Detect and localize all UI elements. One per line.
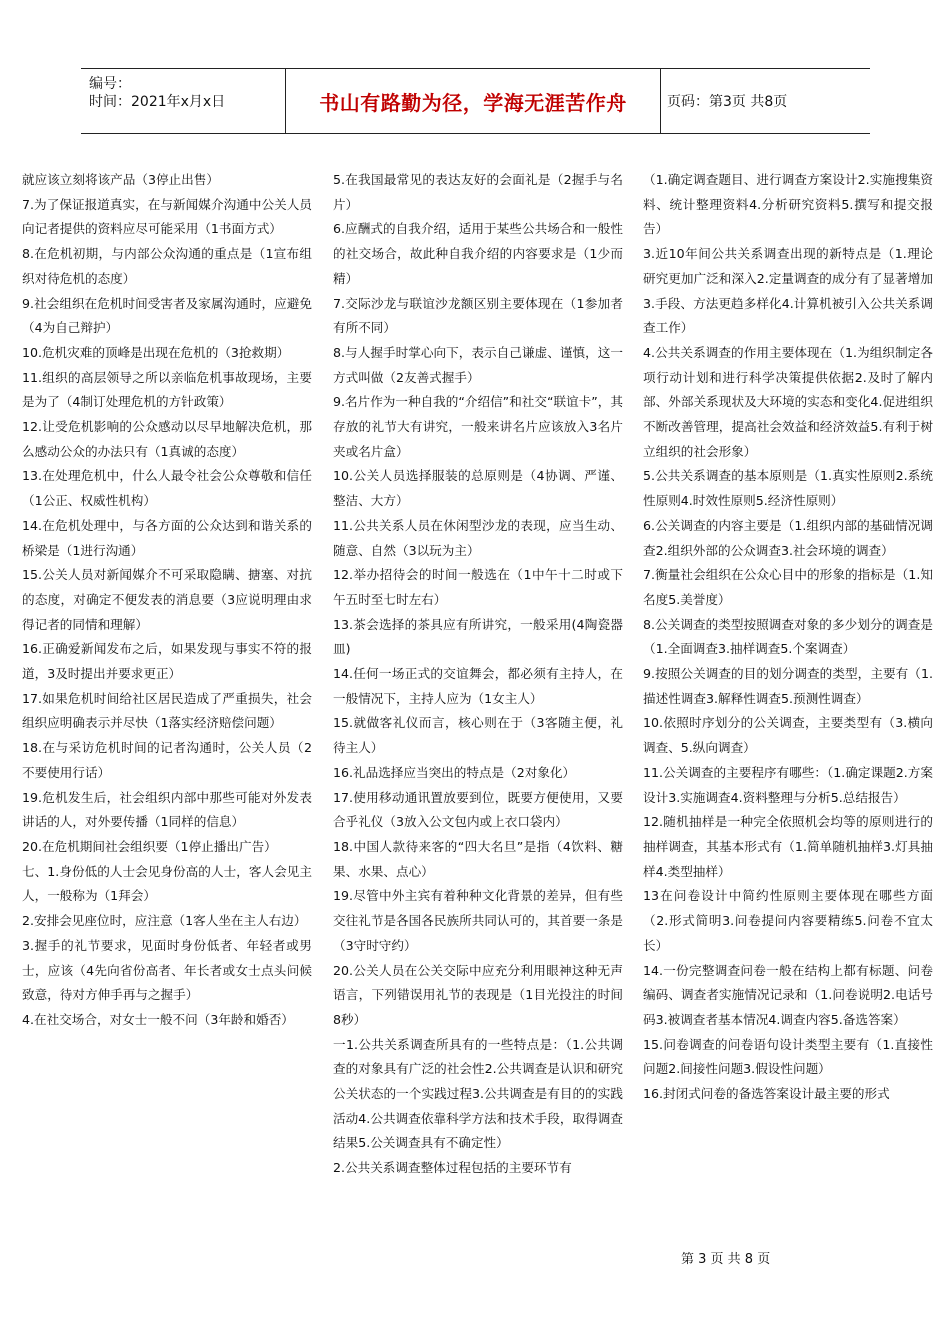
question-item: 10.危机灾难的顶峰是出现在危机的（3抢救期） bbox=[22, 344, 290, 360]
question-item: 9.按照公关调查的目的划分调查的类型，主要有（1.描述性调查3.解释性调查5.预测性调查） bbox=[643, 666, 933, 706]
question-item: 16.礼品选择应当突出的特点是（2对象化） bbox=[333, 764, 576, 780]
question-item: 18.在与采访危机时间的记者沟通时，公关人员（2不要使用行话） bbox=[22, 740, 312, 780]
question-item: 11.组织的高层领导之所以亲临危机事故现场，主要是为了（4制订处理危机的方针政策） bbox=[22, 369, 312, 410]
question-item: （1.确定调查题目、进行调查方案设计2.实施搜集资料、统计整理资料4.分析研究资料5.撰写和提交报告） bbox=[643, 172, 933, 237]
question-item: 一1.公共关系调查所具有的一些特点是：（1.公共调查的对象具有广泛的社会性2.公共调查是认识和研究公关状态的一个实践过程3.公共调查是有目的的实践活动4.公共调查依靠科学方法和技术手段，取得调查结果5.公关调查具有不确定性） bbox=[333, 1036, 623, 1151]
question-item: 13在问卷设计中简约性原则主要体现在哪些方面（2.形式简明3.问卷提问内容要精练5.问卷不宜太长） bbox=[643, 888, 933, 953]
number-label: 编号： bbox=[89, 76, 131, 92]
question-item: 9.社会组织在危机时间受害者及家属沟通时，应避免（4为自己辩护） bbox=[22, 295, 312, 336]
question-item: 8.公关调查的类型按照调查对象的多少划分的调查是（1.全面调查3.抽样调查5.个案调查） bbox=[643, 616, 933, 657]
question-item: 7.为了保证报道真实，在与新闻媒介沟通中公关人员向记者提供的资料应尽可能采用（1书面方式） bbox=[22, 196, 312, 237]
time-label: 时间：2021年x月x日 bbox=[89, 94, 226, 110]
question-item: 16.封闭式问卷的备选答案设计最主要的形式 bbox=[643, 1086, 890, 1102]
question-item: 七、1.身份低的人士会见身份高的人士，客人会见主人，一般称为（1拜会） bbox=[22, 863, 312, 904]
question-item: 16.正确爱新闻发布之后，如果发现与事实不符的报道，3及时提出并要求更正） bbox=[22, 641, 312, 682]
question-item: 13.茶会选择的茶具应有所讲究，一般采用(4陶瓷器皿) bbox=[333, 616, 623, 657]
question-item: 8.在危机初期，与内部公众沟通的重点是（1宣布组织对待危机的态度） bbox=[22, 246, 312, 286]
question-item: 17.使用移动通讯置放要到位，既要方便使用，又要合乎礼仪（3放入公文包内或上衣口袋内） bbox=[333, 789, 623, 830]
question-item: 4.在社交场合，对女士一般不问（3年龄和婚否） bbox=[22, 1011, 294, 1027]
question-item: 14.任何一场正式的交谊舞会，都必须有主持人，在一般情况下，主持人应为（1女主人） bbox=[333, 666, 623, 706]
question-item: 17.如果危机时间给社区居民造成了严重损失，社会组织应明确表示并尽快（1落实经济赔偿问题） bbox=[22, 690, 312, 731]
question-item: 6.公关调查的内容主要是（1.组织内部的基础情况调查2.组织外部的公众调查3.社会环境的调查） bbox=[643, 517, 933, 558]
question-item: 3.握手的礼节要求，见面时身份低者、年轻者或男士，应该（4先向省份高者、年长者或女士点头问候致意，待对方伸手再与之握手） bbox=[22, 937, 312, 1003]
question-item: 5.公共关系调查的基本原则是（1.真实性原则2.系统性原则4.时效性原则5.经济性原则） bbox=[643, 468, 933, 509]
motto-text: 书山有路勤为径，学海无涯苦作舟 bbox=[319, 90, 627, 115]
question-item: 6.应酬式的自我介绍，适用于某些公共场合和一般性的社交场合，故此种自我介绍的内容要求是（1少而精） bbox=[333, 221, 623, 286]
question-item: 10.公关人员选择服装的总原则是（4协调、严谨、整洁、大方） bbox=[333, 468, 623, 509]
header-meta bbox=[89, 69, 285, 133]
text-column-1 bbox=[22, 168, 312, 1033]
question-item: 5.在我国最常见的表达友好的会面礼是（2握手与名片） bbox=[333, 172, 623, 212]
question-item: 19.尽管中外主宾有着种种文化背景的差异，但有些交往礼节是各国各民族所共同认可的，其首要一条是（3守时守约） bbox=[333, 888, 623, 953]
question-item: 就应该立刻将该产品（3停止出售） bbox=[22, 172, 219, 187]
question-item: 20.在危机期间社会组织要（1停止播出广告） bbox=[22, 838, 277, 854]
question-item: 4.公共关系调查的作用主要体现在（1.为组织制定各项行动计划和进行科学决策提供依据2.及时了解内部、外部关系现状及大环境的实态和变化4.促进组织不断改善管理，提高社会效益和经济效益5.有利于树立组织的社会形象） bbox=[643, 344, 933, 459]
question-item: 20.公关人员在公关交际中应充分利用眼神这种无声语言，下列错误用礼节的表现是（1目光投注的时间8秒） bbox=[333, 962, 623, 1027]
question-item: 2.安排会见座位时，应注意（1客人坐在主人右边） bbox=[22, 913, 307, 929]
question-item: 13.在处理危机中，什么人最令社会公众尊敬和信任（1公正、权威性机构） bbox=[22, 468, 312, 509]
question-item: 7.交际沙龙与联谊沙龙额区别主要体现在（1参加者有所不同） bbox=[333, 295, 623, 336]
question-item: 15.就做客礼仪而言，核心则在于（3客随主便，礼待主人） bbox=[333, 715, 623, 756]
question-item: 8.与人握手时掌心向下，表示自己谦虚、谨慎，这一方式叫做（2友善式握手） bbox=[333, 344, 623, 385]
question-item: 3.近10年间公共关系调查出现的新特点是（1.理论研究更加广泛和深入2.定量调查的成分有了显著增加3.手段、方法更趋多样化4.计算机被引入公共关系调查工作） bbox=[643, 246, 933, 336]
question-item: 11.公共关系人员在休闲型沙龙的表现，应当生动、随意、自然（3以玩为主） bbox=[333, 517, 623, 558]
document-header bbox=[81, 68, 870, 134]
page-info-text: 页码：第3页 共8页 bbox=[667, 94, 788, 110]
text-column-2 bbox=[333, 168, 623, 1181]
question-item: 14.一份完整调查问卷一般在结构上都有标题、问卷编码、调查者实施情况记录和（1.问卷说明2.电话号码3.被调查者基本情况4.调查内容5.备选答案） bbox=[643, 962, 933, 1027]
question-item: 12.举办招待会的时间一般选在（1中午十二时或下午五时至七时左右） bbox=[333, 567, 623, 607]
question-item: 10.依照时序划分的公关调查，主要类型有（3.横向调查、5.纵向调查） bbox=[643, 715, 933, 756]
question-item: 9.名片作为一种自我的“介绍信”和社交“联谊卡”，其存放的礼节大有讲究，一般来讲名片应该放入3名片夹或名片盒） bbox=[333, 394, 623, 459]
text-column-3 bbox=[643, 168, 933, 1107]
question-item: 15.公关人员对新闻媒介不可采取隐瞒、搪塞、对抗的态度，对确定不便发表的消息要（3应说明理由求得记者的同情和理解） bbox=[22, 567, 312, 632]
question-item: 11.公关调查的主要程序有哪些：（1.确定课题2.方案设计3.实施调查4.资料整理与分析5.总结报告） bbox=[643, 764, 933, 805]
question-item: 2.公共关系调查整体过程包括的主要环节有 bbox=[333, 1160, 572, 1176]
page-footer: 第 3 页 共 8 页 bbox=[681, 1252, 771, 1267]
question-item: 19.危机发生后，社会组织内部中那些可能对外发表讲话的人，对外要传播（1同样的信息） bbox=[22, 789, 312, 830]
question-item: 14.在危机处理中，与各方面的公众达到和谐关系的桥梁是（1进行沟通） bbox=[22, 517, 312, 558]
question-item: 7.衡量社会组织在公众心目中的形象的指标是（1.知名度5.美誉度） bbox=[643, 567, 933, 607]
question-item: 12.随机抽样是一种完全依照机会均等的原则进行的抽样调查，其基本形式有（1.简单随机抽样3.灯具抽样4.类型抽样） bbox=[643, 814, 933, 879]
question-item: 12.让受危机影响的公众感动以尽早地解决危机，那么感动公众的办法只有（1真诚的态度） bbox=[22, 419, 312, 459]
question-item: 18.中国人款待来客的“四大名旦”是指（4饮料、糖果、水果、点心） bbox=[333, 838, 623, 879]
question-item: 15.问卷调查的问卷语句设计类型主要有（1.直接性问题2.间接性问题3.假设性问题） bbox=[643, 1036, 933, 1077]
header-motto-cell bbox=[285, 69, 661, 133]
header-page-info bbox=[667, 69, 867, 133]
